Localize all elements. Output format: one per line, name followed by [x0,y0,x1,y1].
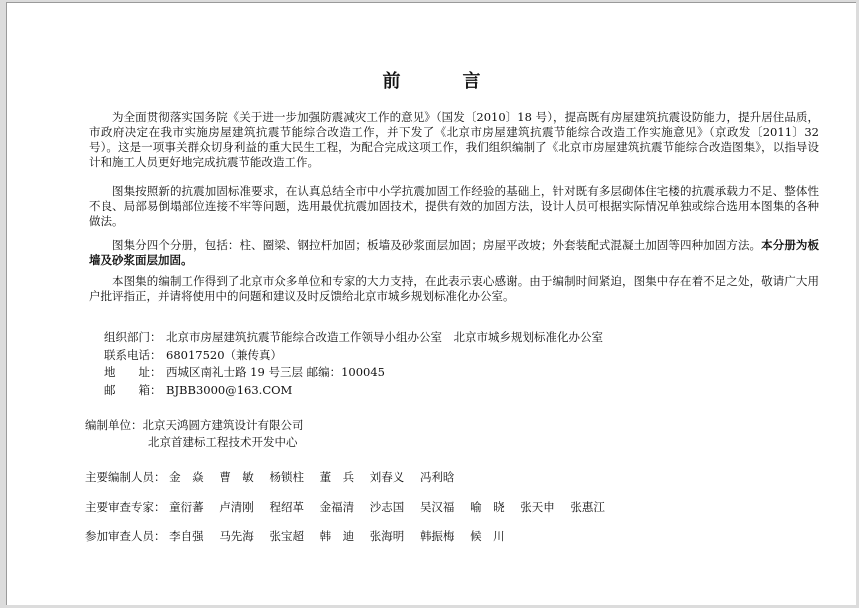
address-value: 西城区南礼士路 19 号三层 邮编：100045 [166,365,385,379]
editor-label: 编制单位： [85,418,143,432]
editing-units [85,417,304,451]
editor-row-1 [85,417,304,434]
person-name: 韩振梅 [419,529,455,543]
person-name: 杨锁柱 [269,470,304,484]
person-name: 马先海 [219,529,254,543]
chief-reviewers-row [85,499,617,515]
email-label: 邮 箱： [104,382,162,397]
phone-label: 联系电话： [104,347,162,362]
chief-editors-row [85,469,466,485]
editor-row-2 [85,434,304,451]
email-value: BJBB3000@163.COM [166,382,293,397]
editor-unit-2: 北京首建标工程技术开发中心 [148,435,298,449]
email-row [104,382,603,400]
org-label: 组织部门： [104,330,162,344]
person-name: 喻 晓 [470,500,505,514]
page-title: 前 言 [382,71,503,92]
address-row [104,364,603,382]
person-name: 吴汉福 [419,500,455,514]
person-name: 卢清刚 [219,500,254,514]
paragraph-3-bold: 本分册为板墙及砂浆面层加固。 [89,238,820,267]
paragraph-3-text: 图集分四个分册，包括：柱、圈梁、钢拉杆加固；板墙及砂浆面层加固；房屋平改坡；外套装配式混凝土加固等四种加固方法。 [112,238,762,252]
person-name: 张天申 [520,500,555,514]
phone-value: 68017520（兼传真） [166,347,283,362]
person-name: 张海明 [369,529,405,543]
person-name: 沙志国 [369,500,405,514]
person-name: 金福清 [319,500,355,514]
paragraph-2: 图集按照新的抗震加固标准要求，在认真总结全市中小学抗震加固工作经验的基础上，针对既有多层砌体住宅楼的抗震承载力不足、整体性不良、局部易倒塌部位连接不牢等问题，选用最优抗震加固技术，提供有效的加固方法，设计人员可根据实际情况单独或综合选用本图集的各种做法。 [89,184,819,228]
person-name: 冯利晗 [419,470,455,484]
reviewers-row [85,528,517,544]
address-label: 地 址： [104,365,162,379]
paragraph-4: 本图集的编制工作得到了北京市众多单位和专家的大力支持，在此表示衷心感谢。由于编制时间紧迫，图集中存在着不足之处，敬请广大用户批评指正，并请将使用中的问题和建议及时反馈给北京市城乡规划标准化办公室。 [89,274,819,303]
person-name: 韩 迪 [319,529,355,543]
paragraph-1: 为全面贯彻落实国务院《关于进一步加强防震减灾工作的意见》（国发〔2010〕18 号），提高既有房屋建筑抗震设防能力，提升居住品质，市政府决定在我市实施房屋建筑抗震节能综合改造工作，并下发了《北京市房屋建筑抗震节能综合改造工作实施意见》（京政发〔2011〕32 号）。这是一项事关群众切身利益的重大民生工程，为配合完成这项工作，我们组织编制了《北京市房屋建筑抗震节能综合改造图集》，以指导设计和施工人员更好地完成抗震节能改造工作。 [89,110,819,169]
person-name: 童衍蕃 [169,500,204,514]
person-name: 李自强 [169,529,204,543]
reviewers-label: 参加审查人员： [85,529,166,543]
editor-unit-1: 北京天鸿圆方建筑设计有限公司 [142,418,304,432]
phone-row [104,347,603,365]
document-page [6,2,856,605]
person-name: 张惠江 [570,500,605,514]
paragraph-3 [89,238,819,268]
person-name: 张宝超 [269,529,304,543]
person-name: 董 兵 [319,470,355,484]
contact-info [104,329,603,399]
person-name: 曹 敏 [219,470,254,484]
org-row [104,329,603,347]
chief-editors-label: 主要编制人员： [85,470,166,484]
org-value: 北京市房屋建筑抗震节能综合改造工作领导小组办公室 北京市城乡规划标准化办公室 [166,330,603,344]
chief-reviewers-label: 主要审查专家： [85,500,166,514]
person-name: 刘春义 [369,470,405,484]
person-name: 程绍革 [269,500,304,514]
person-name: 候 川 [470,529,505,543]
person-name: 金 焱 [169,470,204,484]
